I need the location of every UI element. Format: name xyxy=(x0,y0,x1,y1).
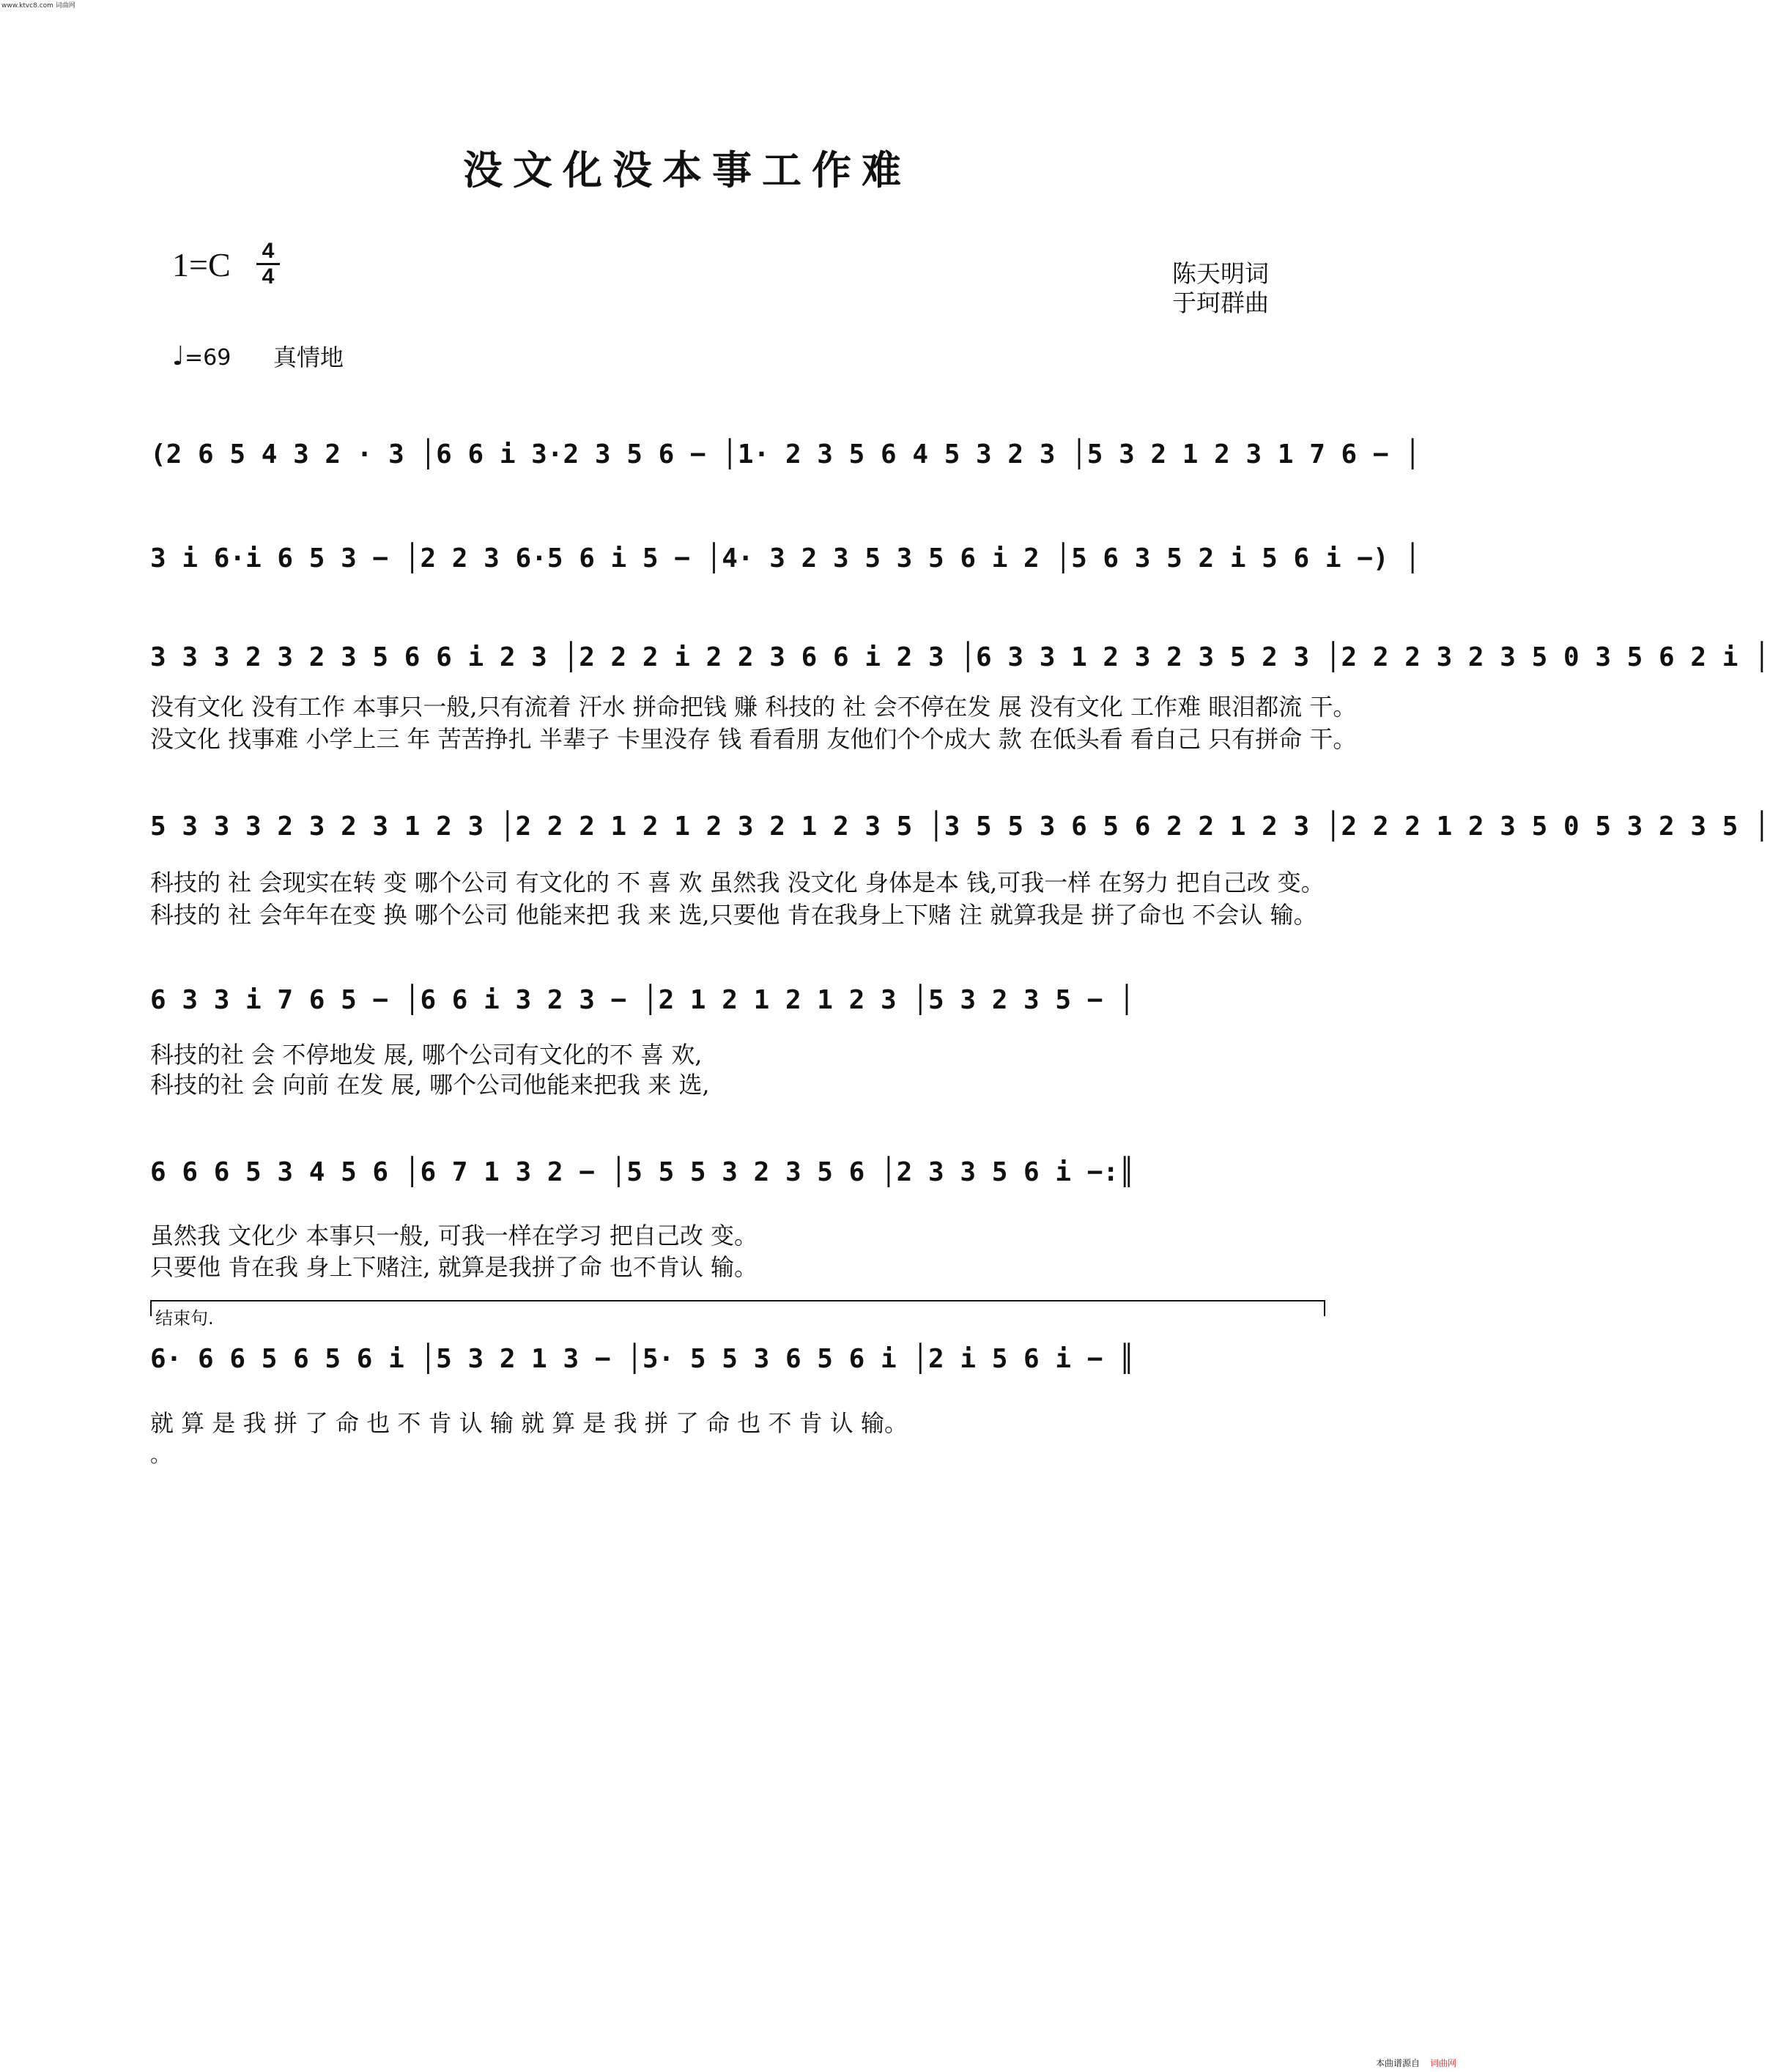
coda-bracket xyxy=(150,1300,1325,1316)
composer-credit: 于珂群曲 xyxy=(1172,289,1269,317)
coda-label: 结束句. xyxy=(155,1308,214,1329)
notation-line-7: 6· 6 6 5 6 5 6 i │5 3 2 1 3 − │5· 5 5 3 6 5 6 i │2 i 5 6 i − ║ xyxy=(150,1344,1135,1374)
key-signature: 1=C xyxy=(172,246,231,283)
tempo-value: =69 xyxy=(184,345,232,371)
tempo-marking xyxy=(172,341,231,371)
quarter-note-icon: ♩ xyxy=(172,341,185,371)
time-numerator: 4 xyxy=(262,239,275,263)
bottom-watermark-right: 词曲网 xyxy=(1429,2058,1456,2068)
notation-line-2: 3 i 6·i 6 5 3 − │2 2 3 6·5 6 i 5 − │4· 3 2 3 5 3 5 6 i 2 │5 6 3 5 2 i 5 6 i −) │ xyxy=(150,543,1421,573)
lyricist-credit: 陈天明词 xyxy=(1172,259,1269,288)
lyrics-line-4-verse-2: 科技的 社 会年年在变 换 哪个公司 他能来把 我 来 选,只要他 肯在我身上下赌 注 就算我是 拼了命也 不会认 输。 xyxy=(150,901,1317,929)
notation-line-5: 6 3 3 i 7 6 5 − │6 6 i 3 2 3 − │2 1 2 1 2 1 2 3 │5 3 2 3 5 − │ xyxy=(150,985,1135,1015)
top-watermark: www.ktvc8.com 词曲网 xyxy=(1,2,75,10)
notation-line-4: 5 3 3 3 2 3 2 3 1 2 3 │2 2 2 1 2 1 2 3 2 1 2 3 5 │3 5 5 3 6 5 6 2 2 1 2 3 │2 2 2 1 2 3 5 0 5 3 2 3 5 │ xyxy=(150,812,1770,842)
lyrics-line-3-verse-1: 没有文化 没有工作 本事只一般,只有流着 汗水 拼命把钱 赚 科技的 社 会不停在发 展 没有文化 工作难 眼泪都流 干。 xyxy=(150,693,1357,721)
time-denominator: 4 xyxy=(262,264,275,289)
lyrics-line-7: 就 算 是 我 拼 了 命 也 不 肯 认 输 就 算 是 我 拼 了 命 也 不 肯 认 输。 xyxy=(150,1409,908,1437)
song-title: 没文化没本事工作难 xyxy=(463,146,911,193)
trailing-mark: 。 xyxy=(150,1443,171,1467)
lyrics-line-4-verse-1: 科技的 社 会现实在转 变 哪个公司 有文化的 不 喜 欢 虽然我 没文化 身体是本 钱,可我一样 在努力 把自己改 变。 xyxy=(150,869,1325,896)
notation-line-3: 3 3 3 2 3 2 3 5 6 6 i 2 3 │2 2 2 i 2 2 3 6 6 i 2 3 │6 3 3 1 2 3 2 3 5 2 3 │2 2 2 3 2 3 5 0 3 5 6 2 i │ xyxy=(150,642,1770,672)
lyrics-line-5-verse-2: 科技的社 会 向前 在发 展, 哪个公司他能来把我 来 选, xyxy=(150,1071,710,1099)
notation-line-6: 6 6 6 5 3 4 5 6 │6 7 1 3 2 − │5 5 5 3 2 3 5 6 │2 3 3 5 6 i −:║ xyxy=(150,1157,1135,1187)
notation-line-1: (2 6 5 4 3 2 · 3 │6 6 i 3·2 3 5 6 − │1· 2 3 5 6 4 5 3 2 3 │5 3 2 1 2 3 1 7 6 − │ xyxy=(150,439,1421,469)
lyrics-line-6-verse-2: 只要他 肯在我 身上下赌注, 就算是我拼了命 也不肯认 输。 xyxy=(150,1253,758,1281)
lyrics-line-5-verse-1: 科技的社 会 不停地发 展, 哪个公司有文化的不 喜 欢, xyxy=(150,1041,703,1069)
bottom-watermark-left: 本曲谱源自 xyxy=(1375,2058,1420,2068)
lyrics-line-6-verse-1: 虽然我 文化少 本事只一般, 可我一样在学习 把自己改 变。 xyxy=(150,1222,758,1249)
lyrics-line-3-verse-2: 没文化 找事难 小学上三 年 苦苦挣扎 半辈子 卡里没存 钱 看看朋 友他们个个成大 款 在低头看 看自己 只有拼命 干。 xyxy=(150,725,1357,753)
expression-marking: 真情地 xyxy=(273,344,344,371)
time-signature xyxy=(256,240,280,288)
bottom-watermark xyxy=(1376,2057,1456,2069)
